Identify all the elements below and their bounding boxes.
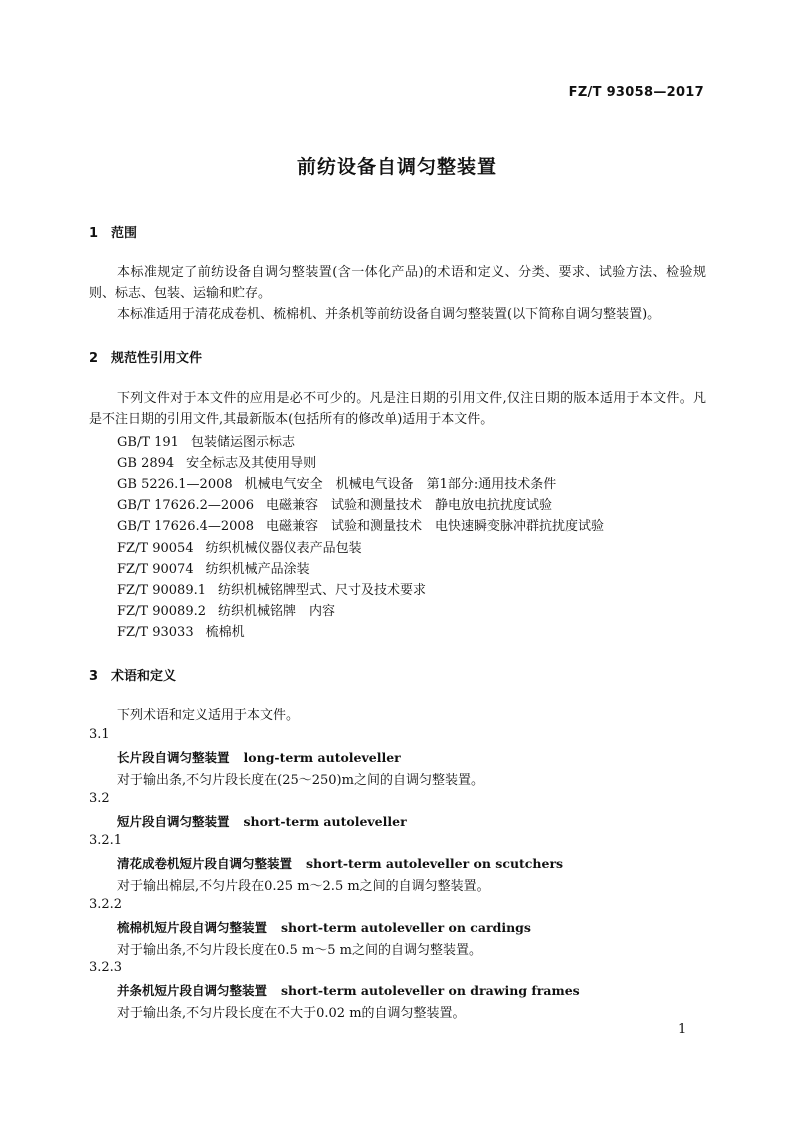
term-title: 清花成卷机短片段自调匀整装置 short-term autoleveller on scutchers [117,856,564,871]
term-definition: 对于输出条,不匀片段长度在(25～250)m之间的自调匀整装置。 [117,773,484,788]
document-title: 前纺设备自调匀整装置 [296,156,497,178]
page-number: 1 [678,1022,687,1037]
term-title: 并条机短片段自调匀整装置 short-term autoleveller on drawing frames [117,983,580,998]
term-title: 梳棉机短片段自调匀整装置 short-term autoleveller on cardings [117,920,531,935]
reference-item: FZ/T 90089.1 纺织机械铭牌型式、尺寸及技术要求 [117,583,427,598]
term-title: 短片段自调匀整装置 short-term autoleveller [117,814,407,829]
term-definition: 对于输出条,不匀片段长度在不大于0.02 m的自调匀整装置。 [117,1006,466,1021]
scope-paragraph-2: 本标准适用于清花成卷机、梳棉机、并条机等前纺设备自调匀整装置(以下简称自调匀整装置)。 [117,307,661,322]
term-number: 3.2.2 [89,897,123,912]
section-number: 3 [89,669,99,684]
reference-item: GB/T 17626.4—2008 电磁兼容 试验和测量技术 电快速瞬变脉冲群抗扰度试验 [117,519,604,534]
term-number: 3.2 [89,791,110,806]
reference-item: FZ/T 93033 梳棉机 [117,625,245,640]
section-title: 范围 [111,226,138,241]
scope-paragraph-1: 本标准规定了前纺设备自调匀整装置(含一体化产品)的术语和定义、分类、要求、试验方法、检验规则、标志、包装、运输和贮存。 [89,265,706,301]
section-2-heading [89,347,202,366]
term-definition: 对于输出棉层,不匀片段在0.25 m～2.5 m之间的自调匀整装置。 [117,879,490,894]
references-intro: 下列文件对于本文件的应用是必不可少的。凡是注日期的引用文件,仅注日期的版本适用于本文件。凡是不注日期的引用文件,其最新版本(包括所有的修改单)适用于本文件。 [89,391,706,427]
reference-item: GB/T 17626.2—2006 电磁兼容 试验和测量技术 静电放电抗扰度试验 [117,498,552,513]
term-number: 3.1 [89,727,110,742]
terms-intro: 下列术语和定义适用于本文件。 [117,708,300,723]
reference-item: GB 2894 安全标志及其使用导则 [117,456,317,471]
reference-item: FZ/T 90074 纺织机械产品涂装 [117,562,310,577]
standard-code: FZ/T 93058—2017 [568,85,704,100]
reference-item: GB 5226.1—2008 机械电气安全 机械电气设备 第1部分:通用技术条件 [117,477,557,492]
reference-item: GB/T 191 包装储运图示标志 [117,435,295,450]
term-title: 长片段自调匀整装置 long-term autoleveller [117,750,401,765]
section-title: 规范性引用文件 [111,351,203,366]
section-1-heading [89,222,137,241]
term-definition: 对于输出条,不匀片段长度在0.5 m～5 m之间的自调匀整装置。 [117,943,482,958]
section-number: 1 [89,226,99,241]
section-title: 术语和定义 [111,669,177,684]
section-number: 2 [89,351,99,366]
term-number: 3.2.1 [89,833,123,848]
section-3-heading [89,665,176,684]
reference-item: FZ/T 90089.2 纺织机械铭牌 内容 [117,604,336,619]
term-number: 3.2.3 [89,960,123,975]
reference-item: FZ/T 90054 纺织机械仪器仪表产品包装 [117,541,362,556]
